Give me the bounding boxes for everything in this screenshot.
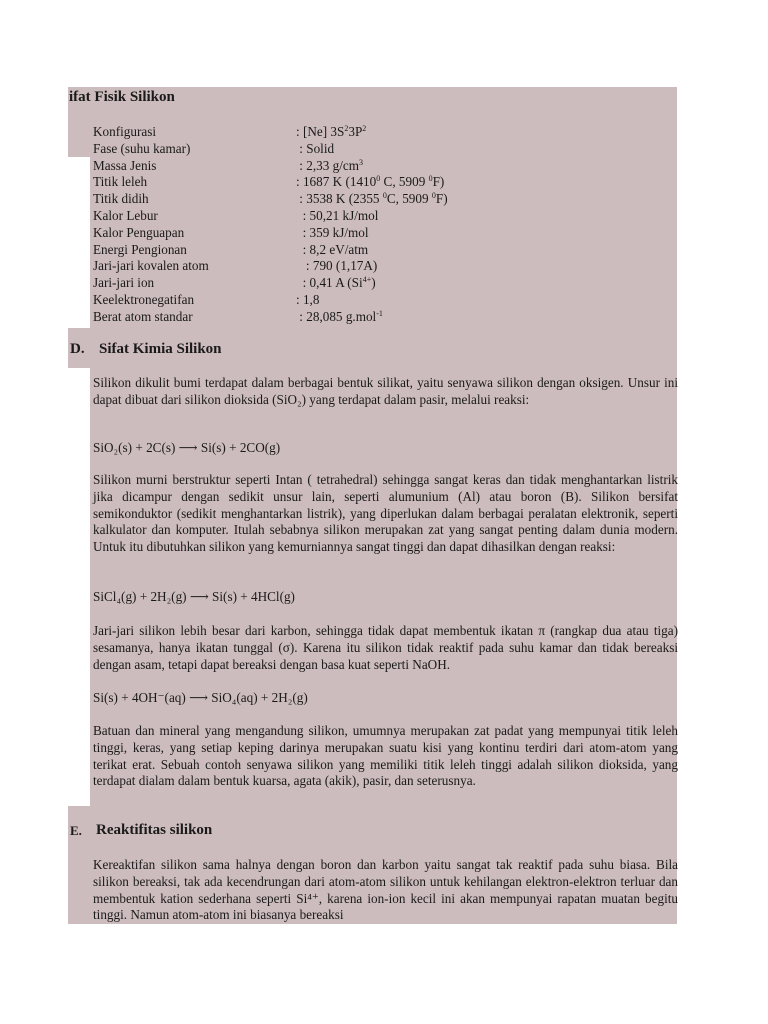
property-label: Titik leleh (93, 174, 148, 190)
section-e-heading: Reaktifitas silikon (96, 822, 213, 838)
property-value: : 359 kJ/mol (296, 224, 369, 240)
section-d-letter: D. (70, 341, 85, 357)
property-label: Keelektronegatifan (93, 292, 195, 307)
property-label: Energi Pengionan (93, 241, 187, 257)
property-value: : 2,33 $g/cm^3$ (296, 157, 364, 173)
section-d-paragraph-2: Silikon murni berstruktur seperti Intan ( tetrahedral) sehingga sangat keras dan tidak menghantarkan listrik jika dicampur dengan sedikit unsur lain, seperti alumunium (Al) atau boron (B). Silikon bersifat semikonduktor (sedikit menghantarkan listrik), yang diperlukan dalam berbagai peralatan elektronik, seperti kalkulator dan komputer. Itulah sebabnya silikon merupakan zat yang sangat penting dalam dunia modern. Untuk itu dibutuhkan silikon yang kemurniannya sangat tinggi dan dapat dihasilkan dengan reaksi: (93, 472, 678, 555)
property-value: : 3538 K (2355 $^0$C, 5909 $^0$F) (296, 191, 448, 207)
equation-1: SiO₂(s) + 2C(s) ⟶ Si(s) + 2CO(g) (93, 440, 281, 455)
property-label: Konfigurasi (93, 124, 156, 139)
property-value: : 28,085 g.mol$^{-1}$ (296, 308, 383, 324)
property-label: Jari-jari kovalen atom (93, 258, 209, 274)
property-value: : Solid (296, 140, 335, 156)
property-label: Berat atom standar (93, 308, 193, 324)
property-label: Titik didih (93, 191, 149, 207)
property-value: : 790 (1,17A) (296, 258, 378, 274)
property-value: : 0,41 A $(Si^{4+})$ (296, 275, 376, 291)
property-label: Kalor Lebur (93, 208, 158, 223)
property-value: : [Ne] $3S^23P^2$ (296, 124, 367, 139)
property-label: Massa Jenis (93, 157, 157, 173)
section-d-paragraph-1: Silikon dikulit bumi terdapat dalam berbagai bentuk silikat, yaitu senyawa silikon dengan oksigen. Unsur ini dapat dibuat dari silikon dioksida (SiO₂) yang terdapat dalam pasir, melalui reaksi: (93, 375, 678, 407)
section-c-heading: ifat Fisik Silikon (69, 89, 175, 105)
equation-2: SiCl₄(g) + 2H₂(g) ⟶ Si(s) + 4HCl(g) (93, 589, 295, 604)
equation-3: Si(s) + 4OH⁻(aq) ⟶ SiO₄(aq) + 2H₂(g) (93, 690, 308, 705)
section-e-paragraph-1: Kereaktifan silikon sama halnya dengan boron dan karbon yaitu sangat tak reaktif pada suhu biasa. Bila silikon bereaksi, tak ada kecendrungan dari atom-atom silikon untuk kehilangan elektron-elektron terluar dan membentuk kation sederhana seperti Si⁴⁺, karena ion-ion kecil ini akan mempunyai rapatan muatan begitu tinggi. Namun atom-atom ini biasanya bereaksi (93, 857, 678, 923)
section-d-paragraph-4: Batuan dan mineral yang mengandung silikon, umumnya merupakan zat padat yang mempunyai titik leleh tinggi, keras, yang setiap keping darinya merupakan suatu kisi yang kontinu terdiri dari atom-atom yang terikat erat. Sebuah contoh senyawa silikon yang memiliki titik leleh tinggi adalah silikon dioksida, yang terdapat dialam dalam bentuk kuarsa, agata (akik), pasir, dan seterusnya. (93, 723, 678, 789)
section-d-paragraph-3: Jari-jari silikon lebih besar dari karbon, sehingga tidak dapat membentuk ikatan π (rangkap dua atau tiga) sesamanya, hanya ikatan tunggal (σ). Karena itu silikon tidak reaktif pada suhu kamar dan tidak bereaksi dengan asam, tetapi dapat bereaksi dengan basa kuat seperti NaOH. (93, 623, 678, 672)
property-label: Kalor Penguapan (93, 224, 185, 240)
property-label: Jari-jari ion (93, 275, 155, 291)
property-value: : 8,2 eV/atm (296, 241, 369, 257)
section-e-letter: E. (70, 823, 82, 838)
section-d-heading: Sifat Kimia Silikon (99, 341, 222, 357)
property-label: Fase (suhu kamar) (93, 140, 191, 156)
property-value: : 50,21 kJ/mol (296, 208, 379, 223)
property-value: : 1,8 (296, 292, 320, 307)
property-value: : 1687 K (1410$^0$ C, 5909 $^0$F) (296, 174, 445, 190)
